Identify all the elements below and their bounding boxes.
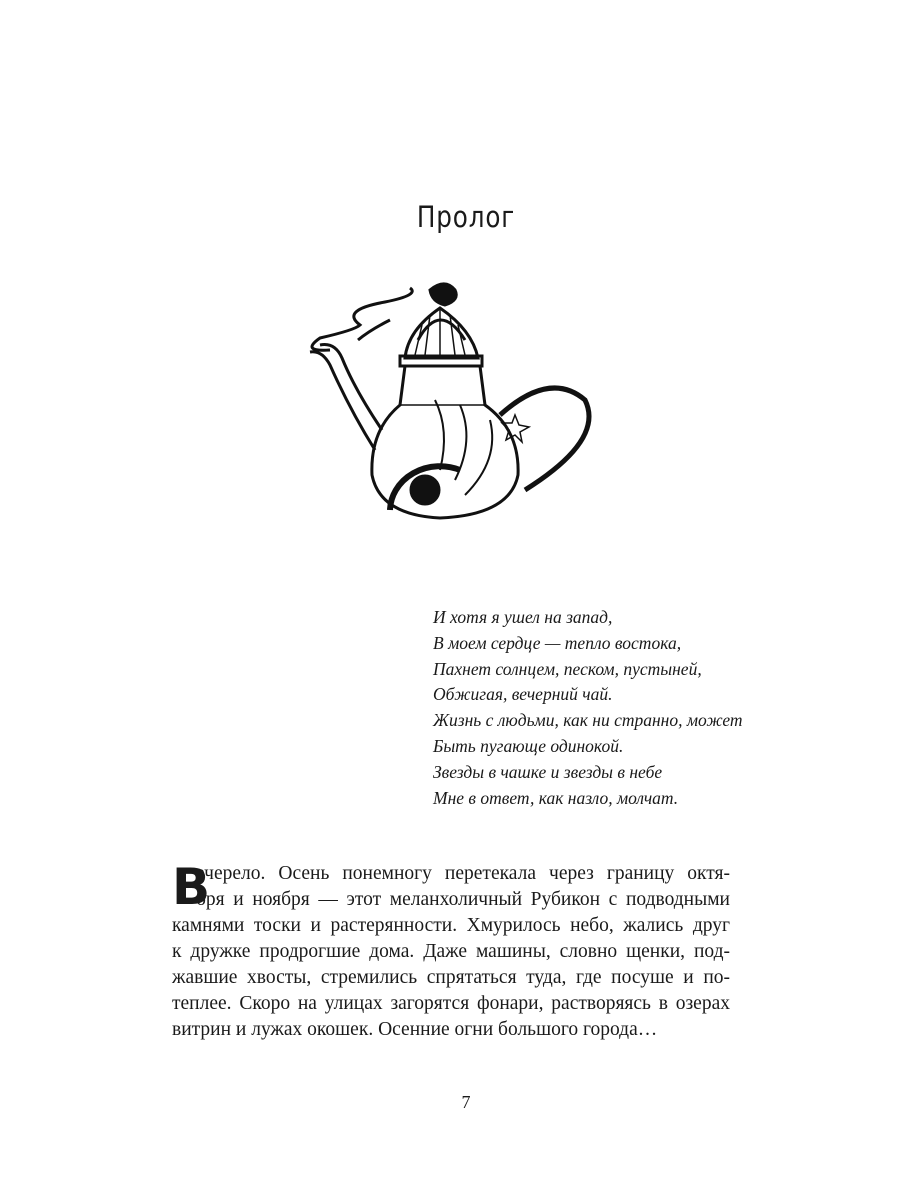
chapter-title: Пролог [416, 200, 516, 234]
body-line: теплее. Скоро на улицах загорятся фонари, растворяясь в озерах [172, 993, 730, 1014]
poem-line: Обжигая, вечерний чай. [433, 684, 613, 705]
body-line: бря и ноября — этот меланхоличный Рубикон с подводными [196, 889, 730, 910]
poem-line: Мне в ответ, как назло, молчат. [433, 787, 679, 808]
page-number: 7 [461, 1092, 471, 1112]
drop-cap: В [172, 858, 211, 916]
poem-line: И хотя я ушел на запад, [433, 607, 613, 627]
teapot-illustration [300, 280, 620, 530]
body-line: к дружке продрогшие дома. Даже машины, словно щенки, под- [172, 941, 730, 962]
body-paragraph [172, 858, 730, 1043]
epigraph-poem [433, 605, 743, 811]
body-line: ечерело. Осень понемногу перетекала через границу октя- [196, 863, 730, 884]
poem-line: Быть пугающе одинокой. [433, 735, 624, 756]
poem-line: В моем сердце — тепло востока, [433, 632, 682, 653]
poem-line: Жизнь с людьми, как ни странно, может [433, 710, 743, 731]
body-line: камнями тоски и растерянности. Хмурилось небо, жались друг [172, 915, 730, 936]
body-line: витрин и лужах окошек. Осенние огни большого города… [172, 1019, 658, 1040]
poem-line: Пахнет солнцем, песком, пустыней, [433, 658, 702, 679]
poem-line: Звезды в чашке и звезды в небе [433, 761, 663, 782]
body-line: жавшие хвосты, стремились спрятаться туда, где посуше и по- [172, 967, 730, 988]
